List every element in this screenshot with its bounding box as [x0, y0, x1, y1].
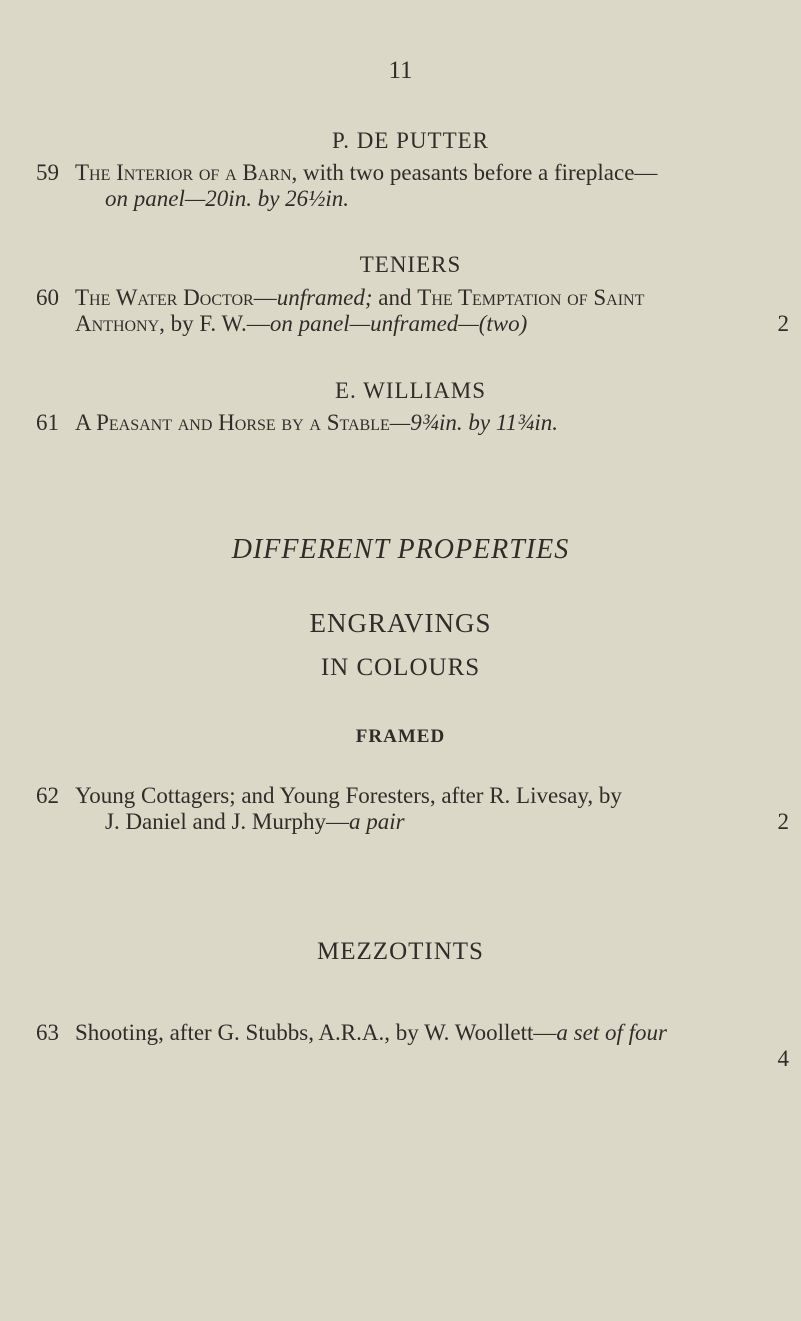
- conjunction: and: [372, 285, 418, 310]
- lot-title-2b: Anthony,: [75, 311, 165, 336]
- lot-number: 61: [36, 410, 59, 435]
- lot-quantity-text: a pair: [349, 809, 405, 834]
- lot-description: by F. W.—: [164, 311, 270, 336]
- artist-heading-williams: E. WILLIAMS: [334, 378, 487, 403]
- page-number: 11: [388, 57, 413, 84]
- lot-number: 62: [36, 783, 59, 808]
- lot-medium-2: on panel—unframed—(two): [269, 311, 528, 336]
- lot-dimensions: —9¾in. by 11¾in.: [389, 410, 558, 435]
- lot-title: The Interior of a Barn,: [75, 160, 298, 185]
- lot-quantity: 4: [777, 1046, 789, 1071]
- section-heading-engravings: ENGRAVINGS: [309, 608, 492, 638]
- dash: —: [253, 285, 277, 310]
- section-heading-mezzotints: MEZZOTINTS: [317, 938, 484, 965]
- lot-line-1: Young Cottagers; and Young Foresters, after R. Livesay, by: [75, 783, 622, 808]
- section-heading-in-colours: IN COLOURS: [320, 654, 481, 681]
- section-heading-framed: FRAMED: [355, 726, 446, 747]
- lot-medium-1: unframed;: [276, 285, 373, 310]
- lot-line-1: Shooting, after G. Stubbs, A.R.A., by W. Woollett—: [75, 1020, 557, 1045]
- lot-number: 63: [36, 1020, 59, 1045]
- artist-heading-teniers: TENIERS: [359, 252, 462, 277]
- lot-quantity: 2: [777, 809, 789, 834]
- lot-description: with two peasants before a fireplace—: [297, 160, 658, 185]
- lot-title-2: The Temptation of Saint: [417, 285, 645, 310]
- lot-title: A Peasant and Horse by a Stable: [75, 410, 390, 435]
- lot-medium: on panel—20in. by 26½in.: [105, 186, 350, 211]
- lot-quantity-text: a set of four: [556, 1020, 667, 1045]
- lot-title-1: The Water Doctor: [75, 285, 254, 310]
- artist-heading-de-putter: P. DE PUTTER: [331, 128, 490, 153]
- lot-quantity: 2: [777, 311, 789, 336]
- section-heading-different-properties: DIFFERENT PROPERTIES: [231, 534, 570, 565]
- lot-number: 59: [36, 160, 59, 185]
- lot-line-2: J. Daniel and J. Murphy—: [105, 809, 350, 834]
- lot-number: 60: [36, 285, 59, 310]
